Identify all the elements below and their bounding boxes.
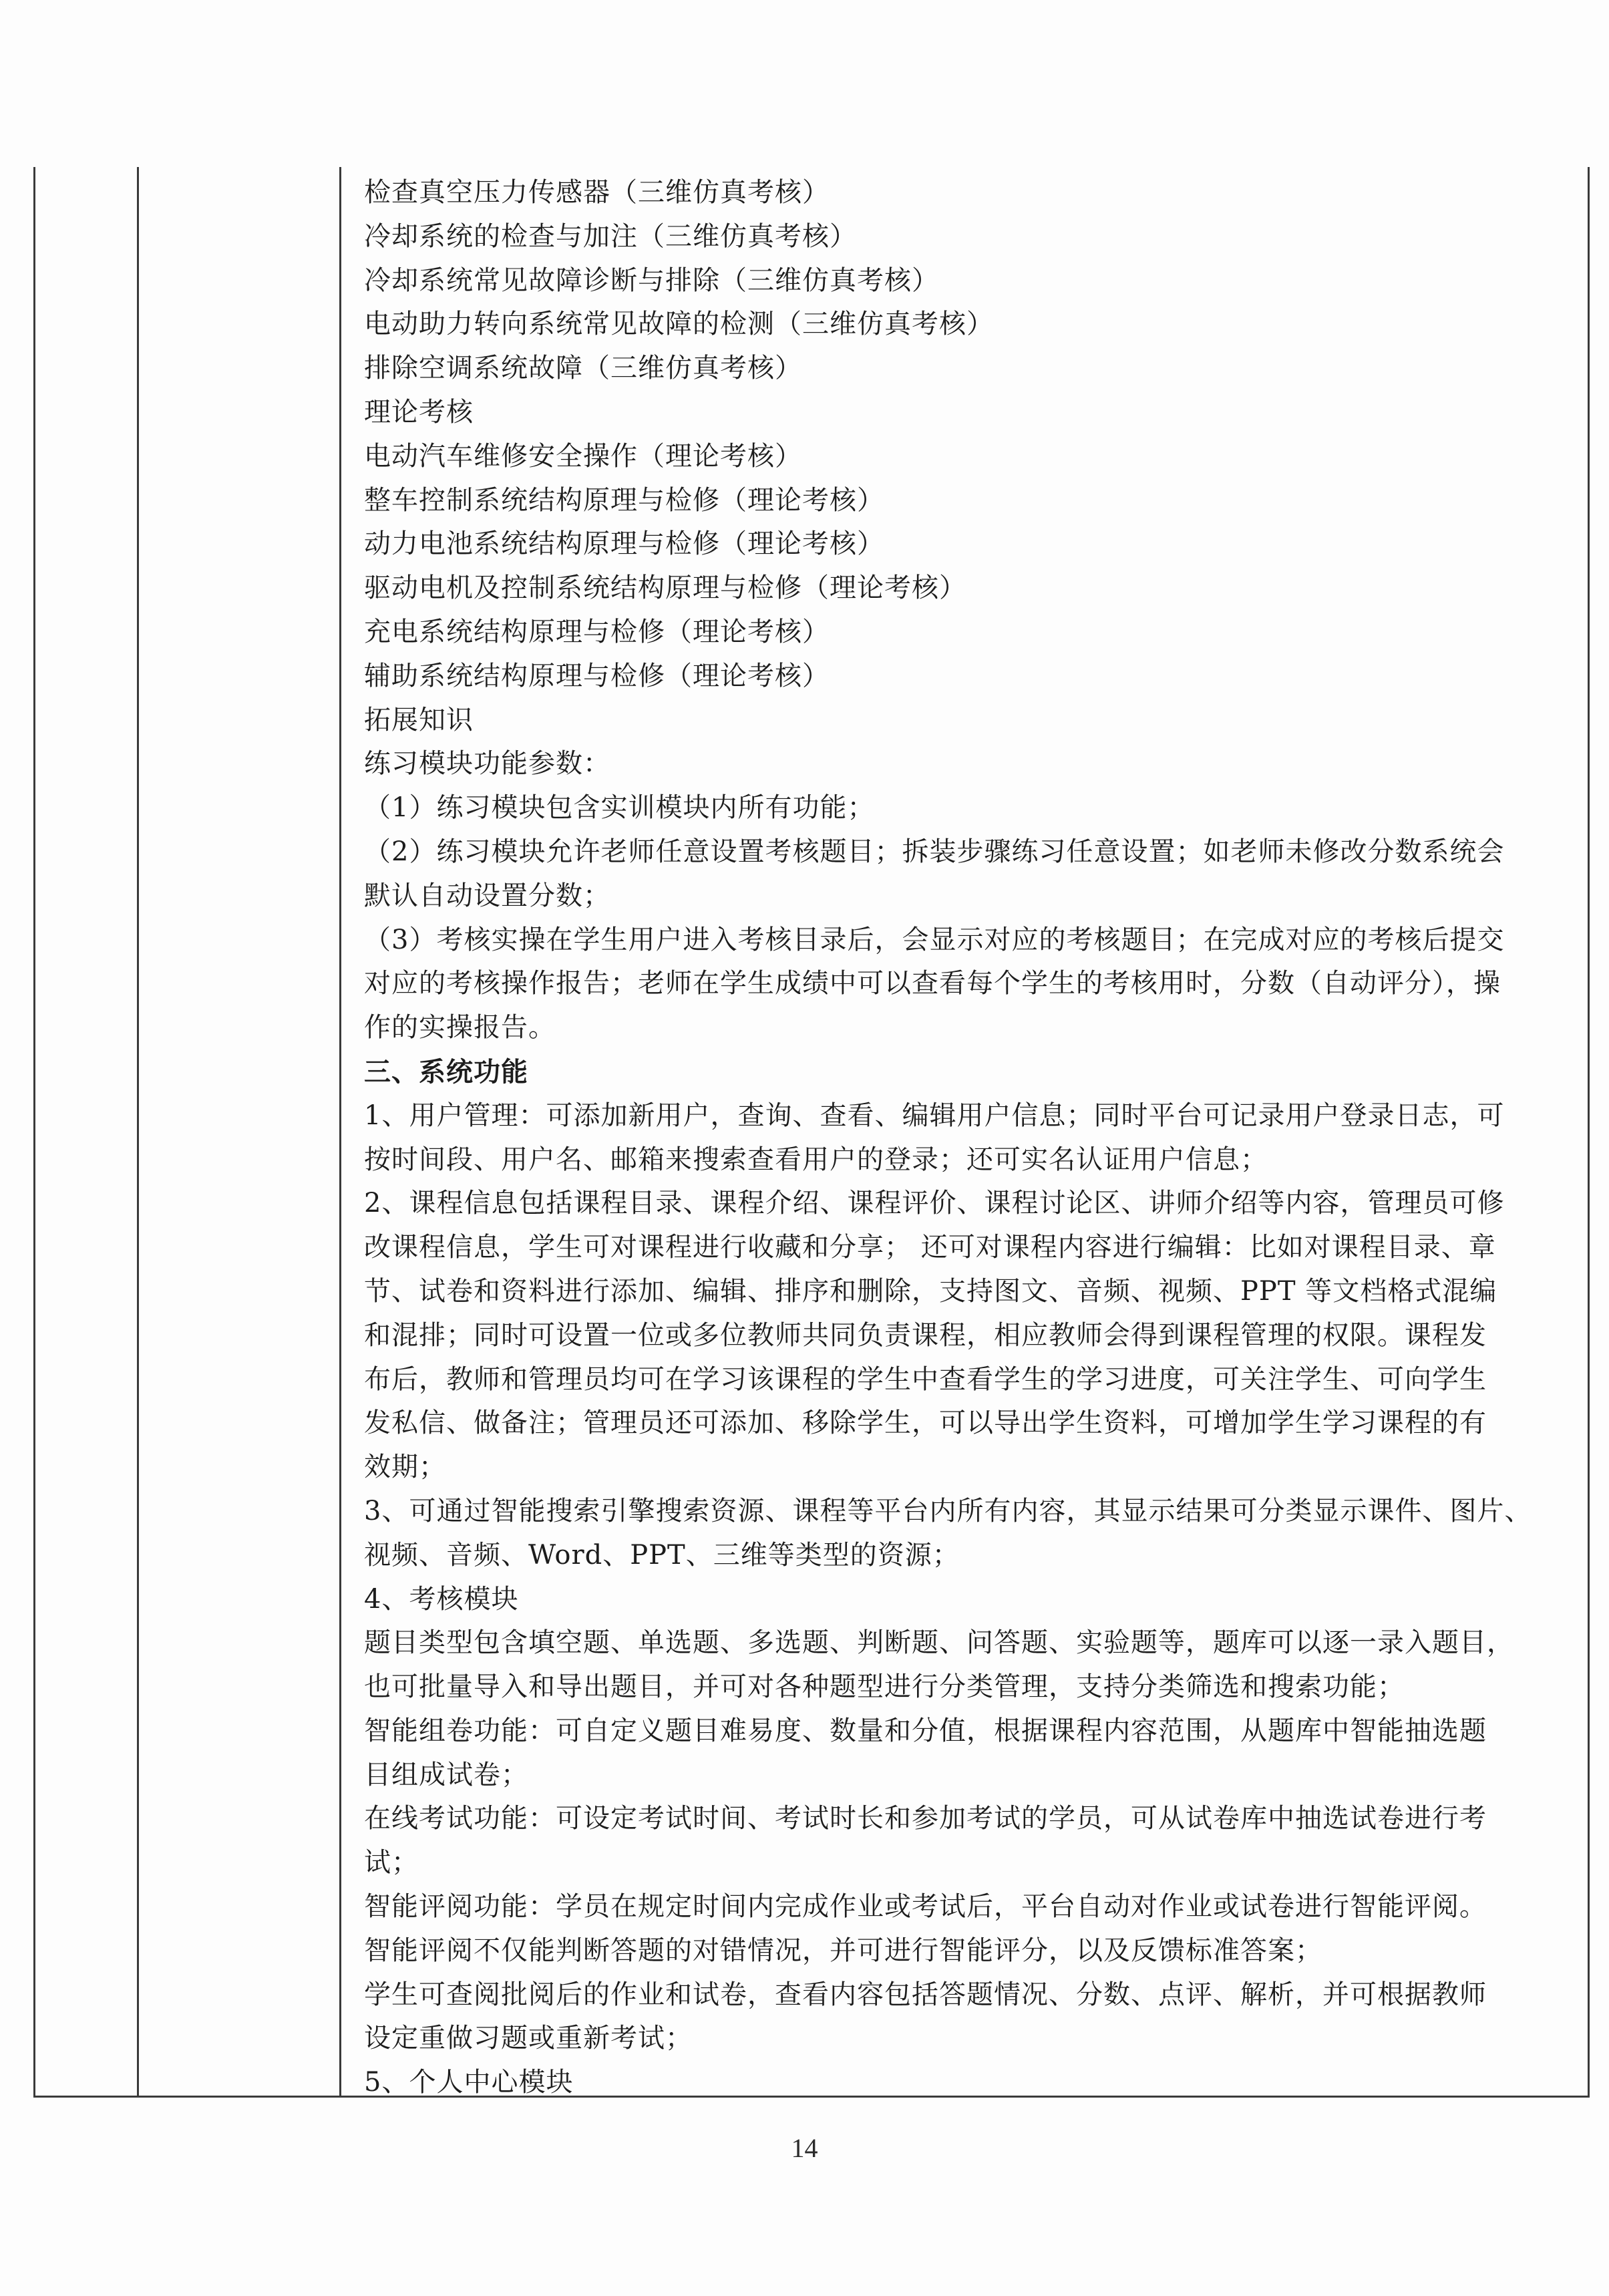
text-line: 学生可查阅批阅后的作业和试卷，查看内容包括答题情况、分数、点评、解析，并可根据教师 xyxy=(364,1979,1487,2010)
text-line: （3）考核实操在学生用户进入考核目录后，会显示对应的考核题目；在完成对应的考核后提交 xyxy=(364,924,1505,955)
section-heading: 三、系统功能 xyxy=(364,1055,528,1088)
text-line: 冷却系统常见故障诊断与排除（三维仿真考核） xyxy=(364,265,939,296)
text-line: 冷却系统的检查与加注（三维仿真考核） xyxy=(364,220,857,252)
column-divider-1 xyxy=(137,167,139,2096)
text-line: 布后，教师和管理员均可在学习该课程的学生中查看学生的学习进度，可关注学生、可向学生 xyxy=(364,1363,1487,1395)
text-line: 排除空调系统故障（三维仿真考核） xyxy=(364,353,802,384)
text-line: 检查真空压力传感器（三维仿真考核） xyxy=(364,177,830,208)
text-line: 电动汽车维修安全操作（理论考核） xyxy=(364,440,802,472)
text-line: 5、个人中心模块 xyxy=(364,2067,574,2098)
text-line: 发私信、做备注；管理员还可添加、移除学生，可以导出学生资料，可增加学生学习课程的有 xyxy=(364,1408,1487,1439)
text-line: 充电系统结构原理与检修（理论考核） xyxy=(364,616,830,647)
text-line: 智能评阅功能：学员在规定时间内完成作业或考试后，平台自动对作业或试卷进行智能评阅。 xyxy=(364,1891,1487,1923)
text-line: 动力电池系统结构原理与检修（理论考核） xyxy=(364,528,884,560)
text-line: 对应的考核操作报告；老师在学生成绩中可以查看每个学生的考核用时，分数（自动评分），操 xyxy=(364,968,1501,999)
table-cell-content xyxy=(364,171,1586,2105)
text-line: 练习模块功能参数： xyxy=(364,748,610,780)
text-line: 整车控制系统结构原理与检修（理论考核） xyxy=(364,484,884,516)
text-line: 节、试卷和资料进行添加、编辑、排序和删除，支持图文、音频、视频、PPT 等文档格式混编 xyxy=(364,1275,1497,1307)
text-line: 辅助系统结构原理与检修（理论考核） xyxy=(364,660,830,691)
text-line: 3、可通过智能搜索引擎搜索资源、课程等平台内所有内容，其显示结果可分类显示课件、图片、 xyxy=(364,1495,1532,1526)
text-line: 2、课程信息包括课程目录、课程介绍、课程评价、课程讨论区、讲师介绍等内容，管理员可修 xyxy=(364,1188,1505,1219)
text-line: 改课程信息，学生可对课程进行收藏和分享； 还可对课程内容进行编辑：比如对课程目录、章 xyxy=(364,1232,1496,1263)
text-line: 电动助力转向系统常见故障的检测（三维仿真考核） xyxy=(364,309,994,340)
text-line: 1、用户管理：可添加新用户，查询、查看、编辑用户信息；同时平台可记录用户登录日志，可 xyxy=(364,1100,1505,1131)
text-line: 在线考试功能：可设定考试时间、考试时长和参加考试的学员，可从试卷库中抽选试卷进行考 xyxy=(364,1803,1487,1834)
text-line: 和混排；同时可设置一位或多位教师共同负责课程，相应教师会得到课程管理的权限。课程发 xyxy=(364,1319,1487,1351)
text-line: （1）练习模块包含实训模块内所有功能； xyxy=(364,792,875,824)
text-line: 也可批量导入和导出题目，并可对各种题型进行分类管理，支持分类筛选和搜索功能； xyxy=(364,1671,1405,1703)
text-line: 试； xyxy=(364,1847,419,1878)
text-line: 作的实操报告。 xyxy=(364,1012,556,1043)
text-line: 题目类型包含填空题、单选题、多选题、判断题、问答题、实验题等，题库可以逐一录入题目， xyxy=(364,1627,1514,1659)
text-line: 智能组卷功能：可自定义题目难易度、数量和分值，根据课程内容范围，从题库中智能抽选题 xyxy=(364,1715,1487,1746)
text-line: 理论考核 xyxy=(364,396,474,428)
text-line: 默认自动设置分数； xyxy=(364,880,610,911)
page-number: 14 xyxy=(791,2133,818,2163)
text-line: 设定重做习题或重新考试； xyxy=(364,2023,693,2054)
text-line: 驱动电机及控制系统结构原理与检修（理论考核） xyxy=(364,572,966,604)
text-line: 视频、音频、Word、PPT、三维等类型的资源； xyxy=(364,1539,960,1571)
text-line: 智能评阅不仅能判断答题的对错情况，并可进行智能评分，以及反馈标准答案； xyxy=(364,1935,1322,1966)
text-line: 4、考核模块 xyxy=(364,1583,519,1615)
column-divider-2 xyxy=(339,167,341,2096)
text-line: 拓展知识 xyxy=(364,704,474,735)
text-line: 按时间段、用户名、邮箱来搜索查看用户的登录；还可实名认证用户信息； xyxy=(364,1144,1268,1175)
text-line: 效期； xyxy=(364,1452,446,1483)
text-line: 目组成试卷； xyxy=(364,1759,528,1790)
text-line: （2）练习模块允许老师任意设置考核题目；拆装步骤练习任意设置；如老师未修改分数系统会 xyxy=(364,836,1505,867)
